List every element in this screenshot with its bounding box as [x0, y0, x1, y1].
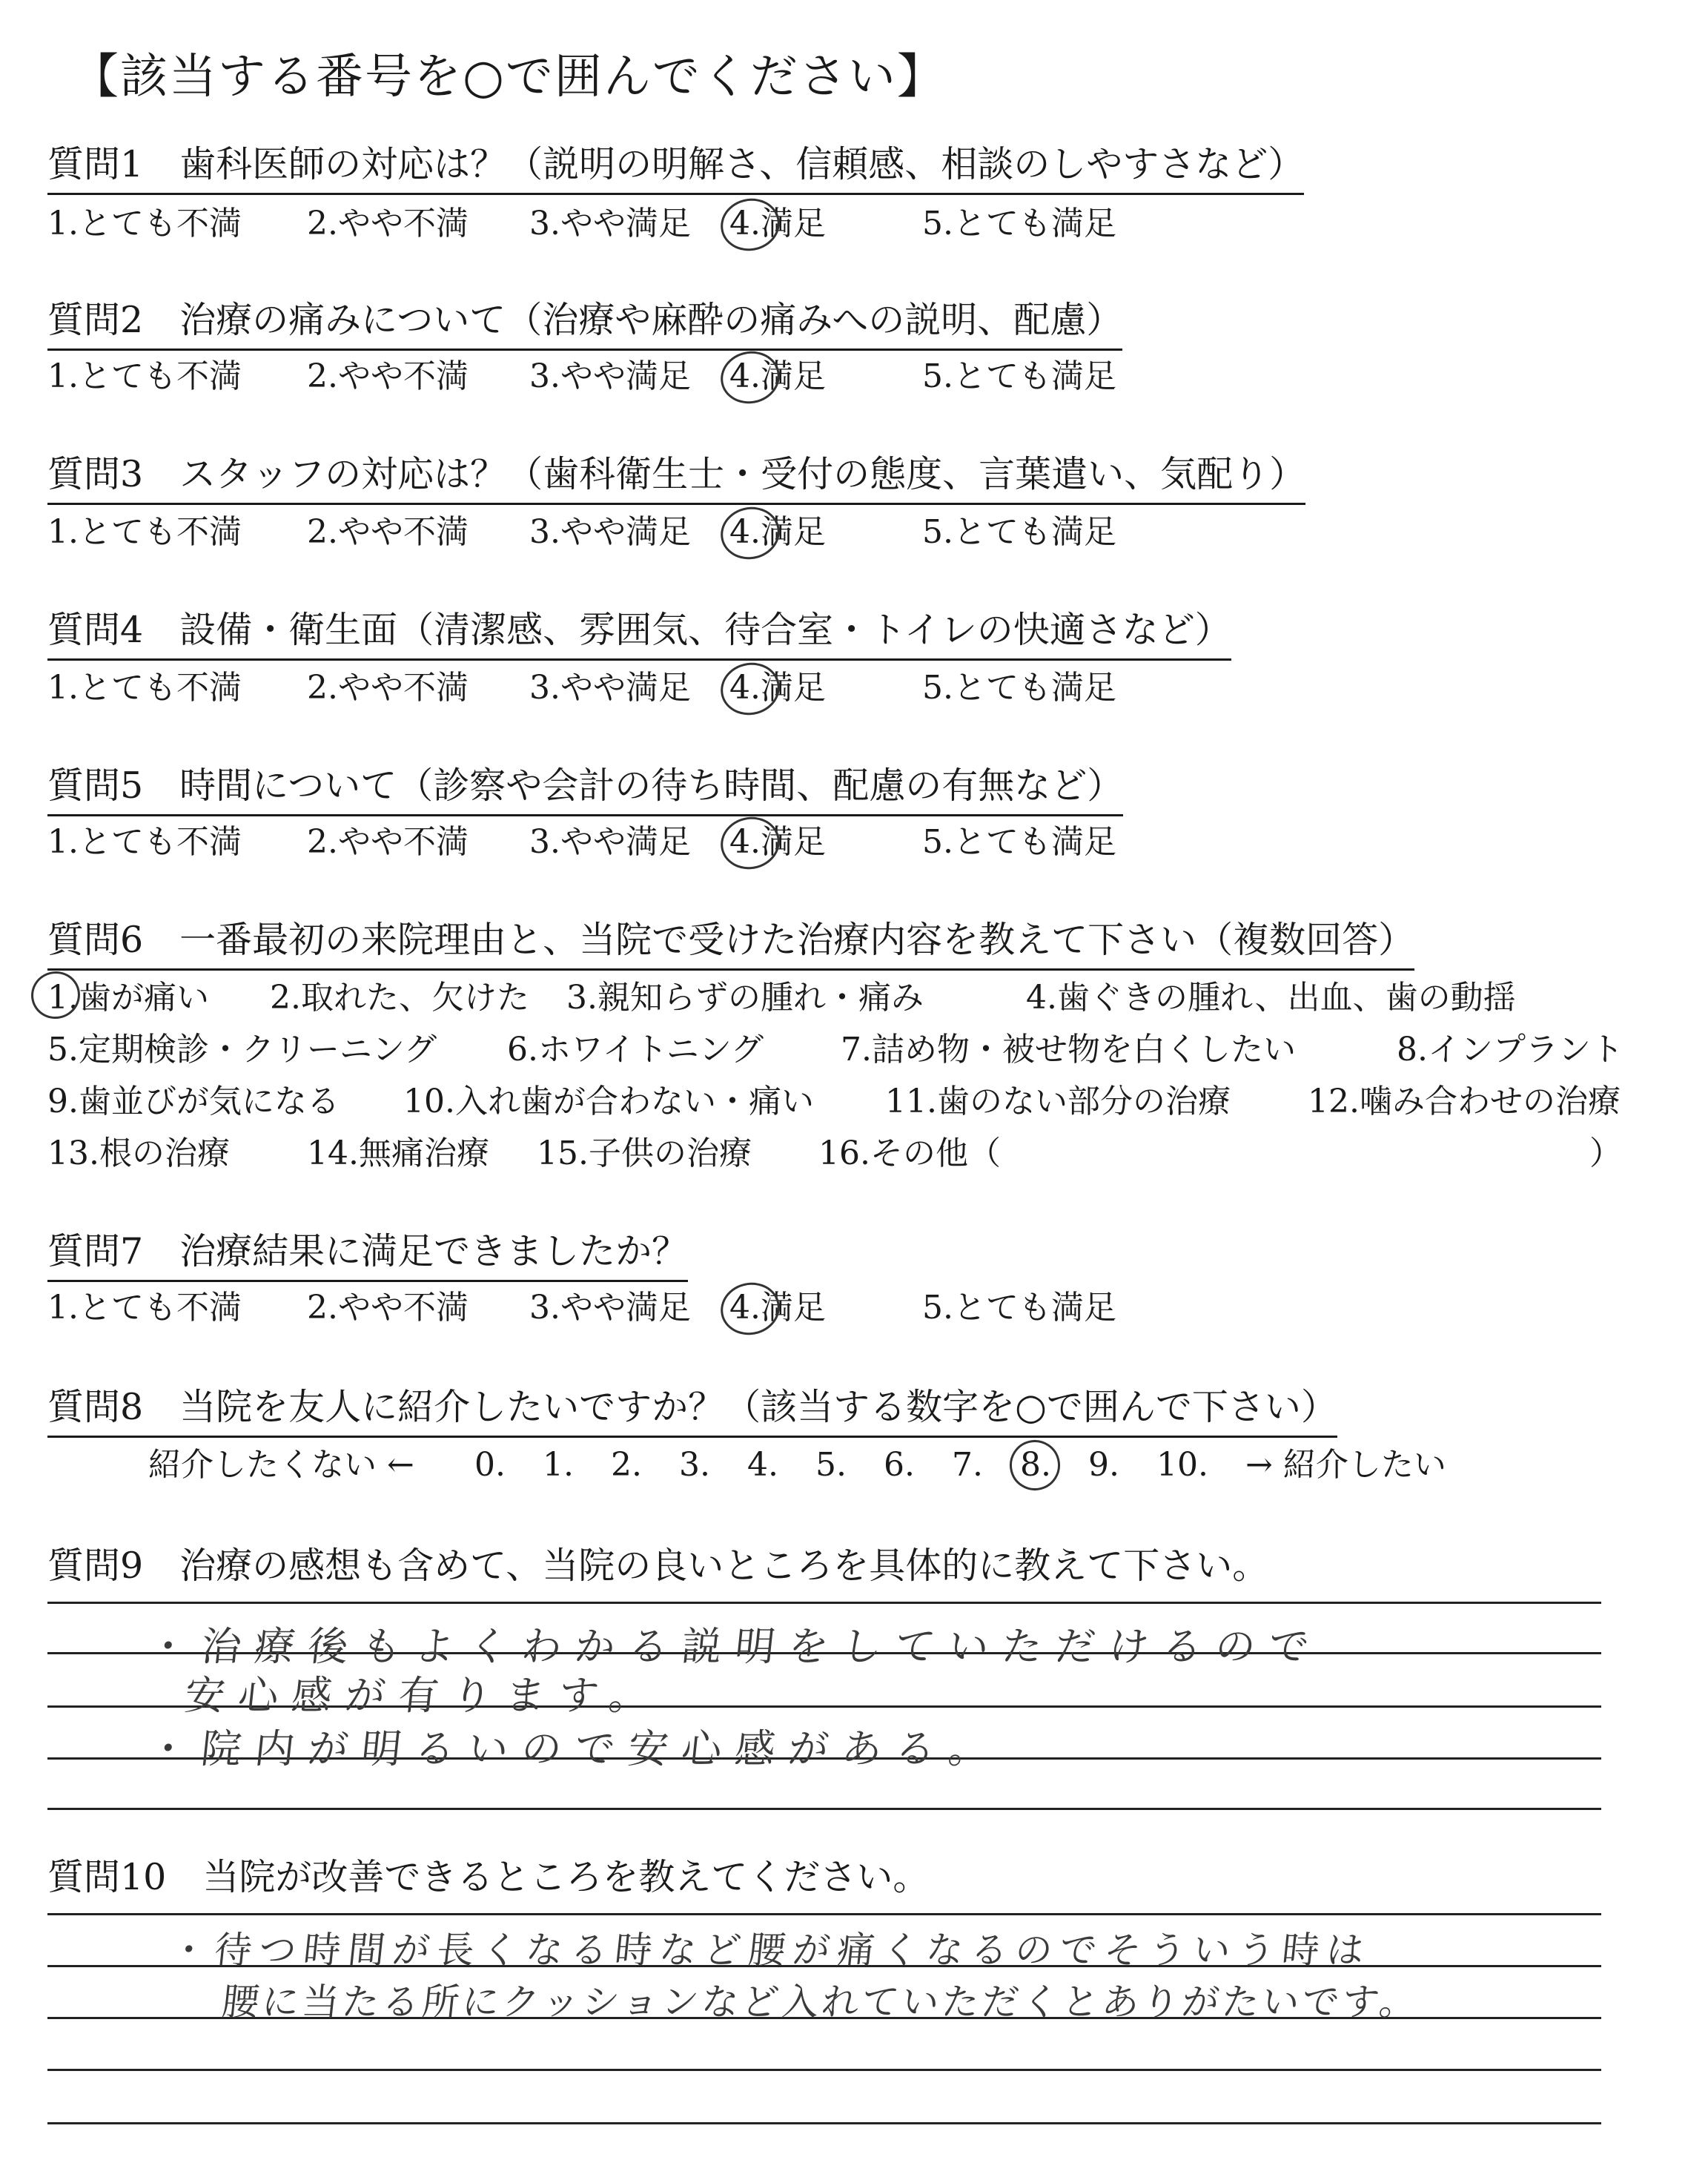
question-9-title: 質問9 治療の感想も含めて、当院の良いところを具体的に教えて下さい。	[47, 1545, 1269, 1587]
rating-option: 4.満足	[729, 1286, 826, 1330]
scale-left-label: 紹介したくない ←	[148, 1446, 414, 1484]
rating-option: 3.やや満足	[529, 669, 691, 707]
rating-option: 4.満足	[729, 510, 826, 555]
treatment-option: 2.取れた、欠けた	[270, 979, 529, 1017]
rating-option: 1.とても不満	[47, 205, 242, 242]
scale-number: 4.	[747, 1446, 778, 1484]
rating-option: 1.とても不満	[47, 823, 242, 861]
rating-option: 4.満足	[729, 202, 826, 246]
scale-number: 2.	[611, 1446, 642, 1484]
rating-option: 2.やや不満	[307, 1289, 469, 1327]
other-close-paren: ）	[1589, 1135, 1622, 1172]
answer-rule	[47, 1808, 1601, 1810]
treatment-option: 7.詰め物・被せ物を白くしたい	[841, 1031, 1296, 1069]
rating-option: 1.とても不満	[47, 1289, 242, 1327]
scale-number: 9.	[1088, 1446, 1119, 1484]
rating-option: 2.やや不満	[307, 669, 469, 707]
treatment-option: 9.歯並びが気になる	[47, 1083, 340, 1120]
scale-number: 7.	[952, 1446, 983, 1484]
answer-rule	[47, 1913, 1601, 1915]
question-7-title: 質問7 治療結果に満足できましたか？	[47, 1228, 688, 1282]
question-4-title: 質問4 設備・衛生面（清潔感、雰囲気、待合室・トイレの快適さなど）	[47, 607, 1231, 661]
treatment-option: 14.無痛治療	[307, 1135, 489, 1172]
handwritten-answer-line: ・治療後もよくわかる説明をしていただけるので	[145, 1623, 1325, 1670]
rating-option: 5.とても満足	[922, 1289, 1116, 1327]
scale-number: 0.	[474, 1446, 506, 1484]
rating-option: 2.やや不満	[307, 823, 469, 861]
selection-circle	[716, 346, 785, 409]
question-8-title: 質問8 当院を友人に紹介したいですか？（該当する数字を○で囲んで下さい）	[47, 1384, 1337, 1438]
selection-circle	[716, 811, 785, 874]
rating-option: 4.満足	[729, 354, 826, 399]
treatment-option: 16.その他（	[818, 1135, 1001, 1172]
rating-option: 4.満足	[729, 666, 826, 710]
question-5-title: 質問5 時間について（診察や会計の待ち時間、配慮の有無など）	[47, 762, 1123, 816]
question-1-title: 質問1 歯科医師の対応は？（説明の明解さ、信頼感、相談のしやすさなど）	[47, 141, 1304, 195]
selection-circle	[716, 657, 785, 720]
rating-option: 4.満足	[729, 820, 826, 865]
rating-option: 1.とても不満	[47, 357, 242, 395]
treatment-option: 12.噛み合わせの治療	[1308, 1083, 1621, 1120]
rating-option: 2.やや不満	[307, 513, 469, 551]
scale-number: 1.	[543, 1446, 574, 1484]
treatment-option: 8.インプラント	[1397, 1031, 1623, 1069]
handwritten-answer-line: ・待つ時間が長くなる時など腰が痛くなるのでそういう時は	[168, 1929, 1374, 1972]
rating-option: 3.やや満足	[529, 1289, 691, 1327]
rating-option: 5.とても満足	[922, 669, 1116, 707]
rating-option: 1.とても不満	[47, 513, 242, 551]
treatment-option: 10.入れ歯が合わない・痛い	[403, 1083, 814, 1120]
treatment-option: 3.親知らずの腫れ・痛み	[566, 979, 924, 1017]
rating-option: 3.やや満足	[529, 205, 691, 242]
handwritten-answer-line: 腰に当たる所にクッションなど入れていただくとありがたいです。	[219, 1981, 1422, 2024]
question-6-options	[47, 976, 1664, 1183]
scale-right-label: → 紹介したい	[1245, 1446, 1446, 1484]
rating-option: 3.やや満足	[529, 357, 691, 395]
scale-number: 8.	[1020, 1443, 1051, 1487]
scale-number: 3.	[679, 1446, 710, 1484]
selection-circle	[716, 501, 785, 564]
scale-number: 5.	[815, 1446, 847, 1484]
scale-number: 10.	[1156, 1446, 1208, 1484]
selection-circle	[1005, 1436, 1065, 1496]
treatment-option: 15.子供の治療	[537, 1135, 752, 1172]
question-3-title: 質問3 スタッフの対応は？（歯科衛生士・受付の態度、言葉遣い、気配り）	[47, 451, 1305, 505]
rating-option: 1.とても不満	[47, 669, 242, 707]
handwritten-answer-line: ・院内が明るいので安心感がある。	[145, 1725, 1004, 1772]
rating-option: 3.やや満足	[529, 513, 691, 551]
treatment-option: 11.歯のない部分の治療	[885, 1083, 1231, 1120]
treatment-option: 5.定期検診・クリーニング	[47, 1031, 437, 1069]
selection-circle	[716, 1277, 785, 1340]
answer-rule	[47, 1602, 1601, 1604]
treatment-option: 1.歯が痛い	[47, 976, 209, 1020]
form-header: 【該当する番号を○で囲んでください】	[71, 50, 946, 105]
rating-option: 2.やや不満	[307, 205, 469, 242]
question-10-title: 質問10 当院が改善できるところを教えてください。	[47, 1856, 930, 1898]
scale-number: 6.	[884, 1446, 915, 1484]
handwritten-answer-line: 安心感が有ります。	[182, 1672, 665, 1719]
rating-option: 5.とても満足	[922, 205, 1116, 242]
rating-option: 2.やや不満	[307, 357, 469, 395]
selection-circle	[716, 193, 785, 256]
question-2-title: 質問2 治療の痛みについて（治療や麻酔の痛みへの説明、配慮）	[47, 297, 1122, 351]
answer-rule	[47, 2069, 1601, 2071]
treatment-option: 4.歯ぐきの腫れ、出血、歯の動揺	[1026, 979, 1516, 1017]
question-6-title: 質問6 一番最初の来院理由と、当院で受けた治療内容を教えて下さい（複数回答）	[47, 916, 1414, 971]
rating-option: 3.やや満足	[529, 823, 691, 861]
selection-circle	[27, 967, 85, 1023]
rating-option: 5.とても満足	[922, 513, 1116, 551]
question-8-scale	[148, 1443, 1557, 1490]
answer-rule	[47, 2122, 1601, 2124]
rating-option: 5.とても満足	[922, 823, 1116, 861]
rating-option: 5.とても満足	[922, 357, 1116, 395]
treatment-option: 6.ホワイトニング	[507, 1031, 764, 1069]
treatment-option: 13.根の治療	[47, 1135, 230, 1172]
